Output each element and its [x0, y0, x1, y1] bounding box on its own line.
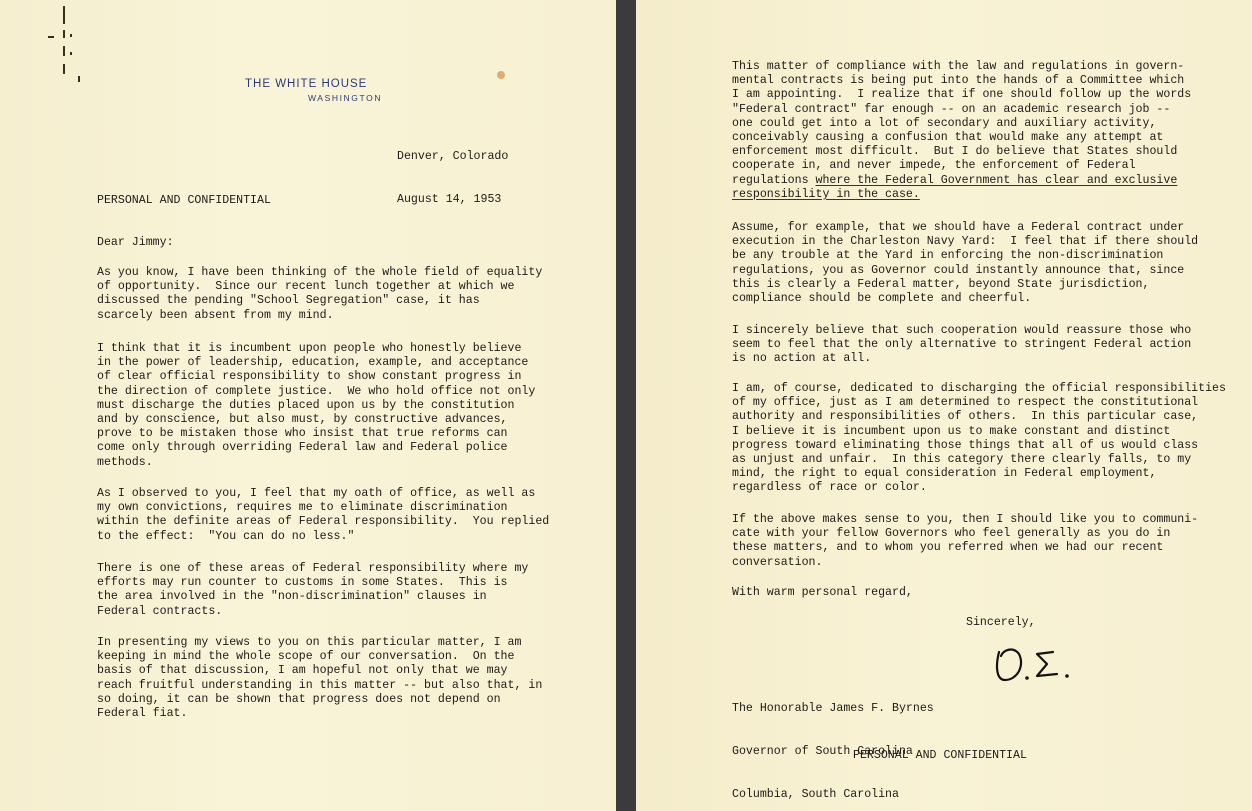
paragraph-3: As I observed to you, I feel that my oath of office, as well as my own convictions, requires me to eliminate discrimination within the definite areas of Federal responsibility. You replied to the effect: "You can do no less.": [97, 487, 550, 543]
letterhead-subtitle: WASHINGTON: [308, 93, 383, 103]
page-gap: [616, 0, 636, 811]
addressee-block: [732, 674, 934, 811]
addressee-title: Governor of South Carolina: [732, 745, 913, 759]
paragraph-1: As you know, I have been thinking of the whole field of equality of opportunity. Since our recent lunch together at which we discussed the pending "School Segregation" case, it has scarcely been absent from my mind.: [97, 266, 543, 322]
confidential-header: PERSONAL AND CONFIDENTIAL: [97, 194, 271, 207]
confidential-footer: PERSONAL AND CONFIDENTIAL: [853, 749, 1027, 762]
paragraph-6: [732, 60, 1191, 202]
paragraph-10: If the above makes sense to you, then I should like you to communi- cate with your fellow Governors who feel generally as you do in these matters, and to whom you referred when we had our recent conversation.: [732, 513, 1199, 569]
salutation: Dear Jimmy:: [97, 236, 174, 249]
addressee-location: Columbia, South Carolina: [732, 787, 899, 801]
paragraph-5: In presenting my views to you on this particular matter, I am keeping in mind the whole scope of our conversation. On the basis of that discussion, I am hopeful not only that we may reach fruitful understanding in this matter -- but also that, in so doing, it can be shown that progress does not depend on Federal fiat.: [97, 636, 543, 721]
closing-line: With warm personal regard,: [732, 586, 913, 599]
paragraph-9: I am, of course, dedicated to discharging the official responsibilities of my office, just as I am determined to respect the constitutional authority and responsibilities of others. In this particular case, I believe it is incumbent upon us to make constant and distinct progress toward eliminating those things that all of us would class as unjust and unfair. In this category there clearly falls, to my mind, the right to equal consideration in Federal employment, regardless of race or color.: [732, 382, 1226, 495]
paper-stain: [497, 71, 505, 79]
letterhead: [245, 77, 382, 105]
letter-page-2: [636, 0, 1252, 811]
binder-marks: [60, 6, 90, 86]
paragraph-4: There is one of these areas of Federal responsibility where my efforts may run counter to customs in some States. This is the area involved in the "non-discrimination" clauses in Federal contracts.: [97, 562, 529, 618]
date-block: [397, 122, 508, 236]
paragraph-7: Assume, for example, that we should have a Federal contract under execution in the Charleston Navy Yard: I feel that if there should be any trouble at the Yard in enforcing the non-discrimination regulations, you as Governor could instantly announce that, since this is clearly a Federal matter, beyond State jurisdiction, compliance should be complete and cheerful.: [732, 221, 1199, 306]
paragraph-8: I sincerely believe that such cooperation would reassure those who seem to feel that the only alternative to stringent Federal action is no action at all.: [732, 324, 1192, 366]
sign-off: Sincerely,: [966, 616, 1036, 629]
date-line: August 14, 1953: [397, 193, 502, 207]
underlined-phrase: where the Federal Government has clear and exclusive responsibility in the case.: [732, 173, 1178, 201]
date-place: Denver, Colorado: [397, 150, 509, 164]
paragraph-2: I think that it is incumbent upon people who honestly believe in the power of leadership, education, example, and acceptance of clear official responsibility to show constant progress in the direction of complete justice. We who hold office not only must discharge the duties placed upon us by the constitution and by conscience, but also must, by constructive advances, prove to be mistaken those who insist that true reforms can come only through overriding Federal law and Federal police methods.: [97, 342, 536, 469]
letterhead-title: THE WHITE HOUSE: [245, 78, 368, 90]
signature: [991, 640, 1081, 690]
paragraph-6-text: This matter of compliance with the law and regulations in govern- mental contracts is being put into the hands of a Committee which I am appointing. I realize that if one should follow up the words "Federal contract" far enough -- on an academic research job -- one could get into a lot of secondary and auxiliary activity, conceivably causing a confusion that would make any attempt at enforcement most difficult. But I do believe that States should cooperate in, and never impede, the enforcement of Federal regulations: [732, 60, 1192, 187]
addressee-name: The Honorable James F. Byrnes: [732, 702, 934, 716]
letter-page-1: [0, 0, 616, 811]
